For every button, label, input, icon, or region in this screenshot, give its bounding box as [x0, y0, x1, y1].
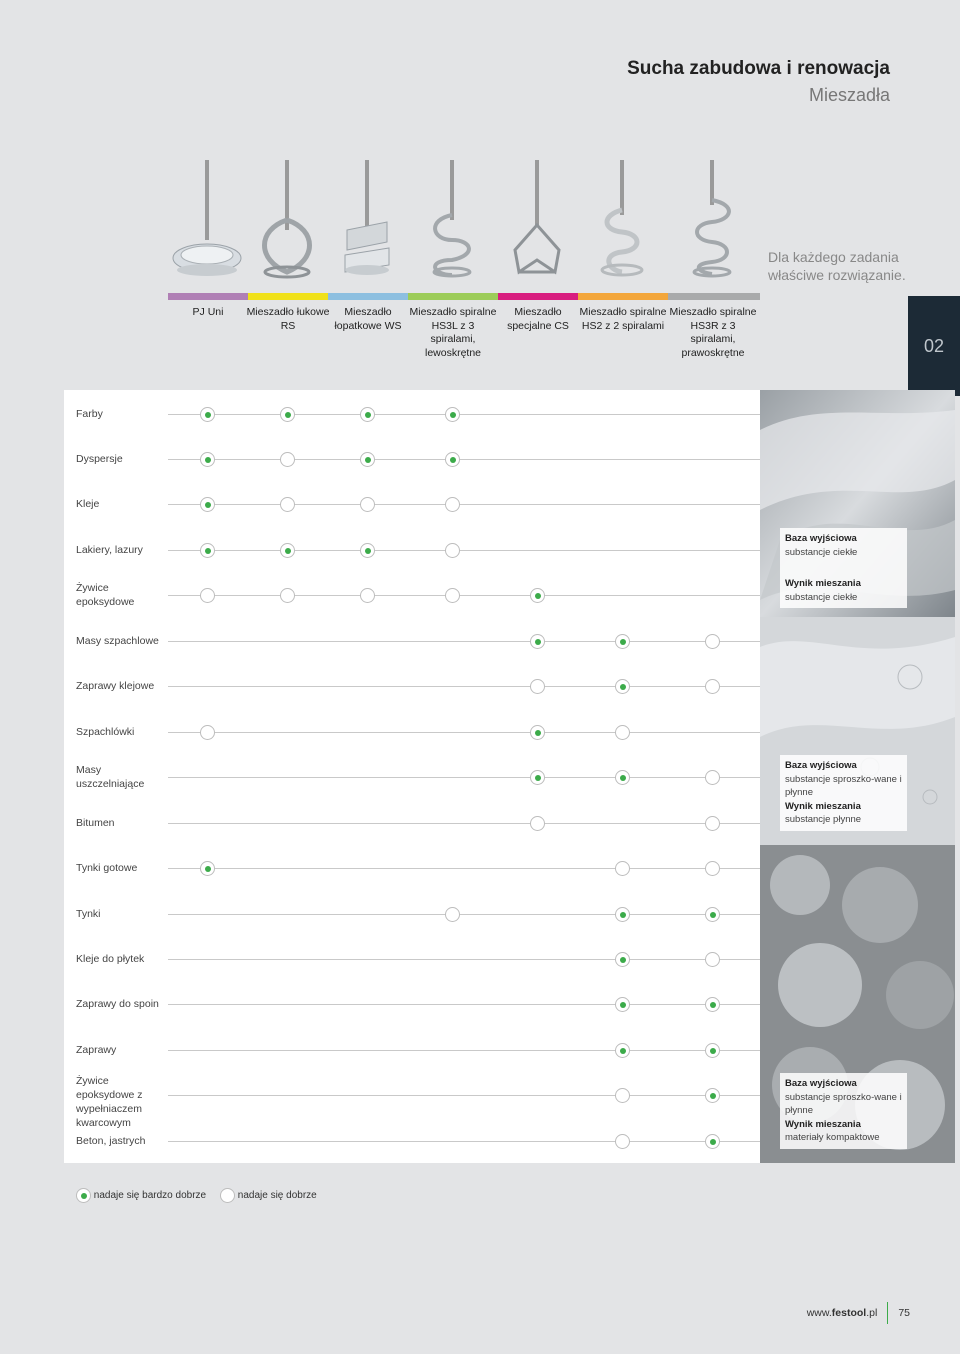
legend-good-label: nadaje się dobrze: [237, 1190, 317, 1202]
url-prefix: www.: [806, 1306, 832, 1319]
color-rs: [248, 293, 328, 300]
very-good-rating-icon: [200, 861, 215, 876]
color-hs3r: [668, 293, 760, 300]
row-line: [168, 641, 760, 642]
row-line: [168, 868, 760, 869]
tagline-line-2: właściwe rozwiązanie.: [768, 267, 906, 283]
info-base-title: Baza wyjściowa: [785, 760, 857, 771]
row-label: Bitumen: [76, 817, 115, 829]
chapter-tab: [908, 296, 960, 396]
good-rating-icon: [360, 497, 375, 512]
footer-separator: [887, 1302, 888, 1324]
legend-very-good-label: nadaje się bardzo dobrze: [93, 1190, 207, 1202]
good-rating-icon: [705, 816, 720, 831]
good-rating-icon: [280, 497, 295, 512]
url-brand: festool: [831, 1306, 867, 1319]
info-base-title: Baza wyjściowa: [785, 1078, 857, 1089]
good-rating-icon: [530, 816, 545, 831]
very-good-rating-icon: [705, 997, 720, 1012]
very-good-rating-icon: [615, 679, 630, 694]
tagline: [768, 248, 906, 284]
very-good-rating-icon: [445, 452, 460, 467]
col-header-pj-uni: PJ Uni: [192, 306, 224, 318]
good-rating-icon: [530, 679, 545, 694]
row-label: Lakiery, lazury: [76, 544, 143, 556]
very-good-rating-icon: [530, 588, 545, 603]
info-result-title: Wynik mieszania: [785, 800, 861, 812]
row-line: [168, 686, 760, 687]
good-rating-icon: [705, 679, 720, 694]
good-rating-icon: [280, 452, 295, 467]
good-rating-icon: [705, 770, 720, 785]
col-header-cs: Mieszadło specjalne CS: [507, 306, 569, 332]
very-good-rating-icon: [615, 997, 630, 1012]
good-rating-icon: [705, 952, 720, 967]
row-line: [168, 504, 760, 505]
info-result-title: Wynik mieszania: [785, 1118, 861, 1130]
very-good-rating-icon: [360, 407, 375, 422]
good-rating-icon: [615, 861, 630, 876]
mixer-illustrations: [165, 160, 760, 285]
info-box-paste: [780, 755, 907, 831]
col-header-hs3l: Mieszadło spiralne HS3L z 3 spiralami, lewoskrętne: [409, 306, 497, 359]
row-label: Masy uszczelniające: [76, 764, 145, 790]
suitability-table: [64, 390, 760, 1163]
row-label: Masy szpachlowe: [76, 635, 159, 647]
good-rating-icon: [445, 588, 460, 603]
legend-very-good: [76, 1188, 206, 1203]
row-line: [168, 459, 760, 460]
row-line: [168, 823, 760, 824]
row-label: Żywice epoksydowe z wypełniaczem kwarcowym: [76, 1075, 143, 1129]
column-headers: [64, 300, 908, 390]
color-hs2: [578, 293, 668, 300]
very-good-rating-icon: [705, 1134, 720, 1149]
very-good-rating-icon: [360, 452, 375, 467]
color-pj-uni: [168, 293, 248, 300]
info-result-text: substancje płynne: [785, 814, 862, 825]
very-good-icon: [76, 1188, 91, 1203]
very-good-rating-icon: [705, 907, 720, 922]
good-rating-icon: [705, 861, 720, 876]
good-rating-icon: [280, 588, 295, 603]
row-label: Beton, jastrych: [76, 1135, 146, 1147]
col-header-rs: Mieszadło łukowe RS: [246, 306, 330, 332]
footer-url[interactable]: [807, 1307, 878, 1319]
very-good-rating-icon: [445, 407, 460, 422]
very-good-rating-icon: [200, 543, 215, 558]
very-good-rating-icon: [530, 770, 545, 785]
very-good-rating-icon: [705, 1043, 720, 1058]
col-header-hs3r: Mieszadło spiralne HS3R z 3 spiralami, prawoskrętne: [669, 306, 757, 359]
row-line: [168, 732, 760, 733]
very-good-rating-icon: [615, 907, 630, 922]
info-base-text: substancje ciekłe: [785, 546, 858, 558]
very-good-rating-icon: [615, 634, 630, 649]
row-label: Zaprawy do spoin: [76, 998, 159, 1010]
info-result-text: substancje ciekłe: [785, 591, 858, 603]
good-rating-icon: [615, 1088, 630, 1103]
row-line: [168, 550, 760, 551]
row-label: Tynki: [76, 908, 101, 920]
legend-good: [220, 1188, 317, 1203]
hs3r-mixer-image: [672, 160, 752, 285]
row-label: Tynki gotowe: [76, 862, 138, 874]
good-rating-icon: [445, 907, 460, 922]
info-result-title: Wynik mieszania: [785, 578, 861, 589]
col-header-hs2: Mieszadło spiralne HS2 z 2 spiralami: [579, 306, 667, 332]
row-line: [168, 959, 760, 960]
very-good-rating-icon: [280, 543, 295, 558]
row-label: Farby: [76, 408, 103, 420]
good-rating-icon: [445, 497, 460, 512]
very-good-rating-icon: [200, 497, 215, 512]
info-base-title: Baza wyjściowa: [785, 533, 857, 544]
very-good-rating-icon: [615, 1043, 630, 1058]
url-suffix: .pl: [866, 1306, 878, 1319]
very-good-rating-icon: [200, 407, 215, 422]
good-rating-icon: [615, 725, 630, 740]
good-rating-icon: [360, 588, 375, 603]
page-title: Sucha zabudowa i renowacja: [627, 58, 890, 79]
good-icon: [220, 1188, 235, 1203]
row-label: Zaprawy: [76, 1044, 117, 1056]
page-subtitle: Mieszadła: [808, 85, 890, 105]
ws-mixer-image: [327, 160, 407, 285]
row-line: [168, 595, 760, 596]
tagline-line-1: Dla każdego zadania: [768, 249, 899, 265]
info-base-text: substancje sproszko-wane i płynne: [785, 773, 902, 798]
footer: [807, 1302, 910, 1324]
info-box-powder: [780, 1073, 907, 1149]
info-box-liquid: [780, 528, 907, 608]
color-cs: [498, 293, 578, 300]
column-color-bar: [168, 293, 760, 300]
very-good-rating-icon: [200, 452, 215, 467]
row-label: Kleje: [76, 498, 100, 510]
hs3l-mixer-image: [412, 160, 492, 285]
color-hs3l: [408, 293, 498, 300]
very-good-rating-icon: [530, 634, 545, 649]
very-good-rating-icon: [530, 725, 545, 740]
good-rating-icon: [445, 543, 460, 558]
info-base-text: substancje sproszko-wane i płynne: [785, 1091, 902, 1116]
row-line: [168, 1004, 760, 1005]
hs2-mixer-image: [582, 160, 662, 285]
very-good-rating-icon: [615, 952, 630, 967]
cs-mixer-image: [497, 160, 577, 285]
info-result-text: materiały kompaktowe: [785, 1132, 880, 1143]
good-rating-icon: [705, 634, 720, 649]
rs-mixer-image: [247, 160, 327, 285]
good-rating-icon: [200, 588, 215, 603]
row-line: [168, 1141, 760, 1142]
row-label: Żywice epoksydowe: [76, 582, 135, 608]
very-good-rating-icon: [705, 1088, 720, 1103]
good-rating-icon: [200, 725, 215, 740]
row-label: Szpachlówki: [76, 726, 135, 738]
row-label: Kleje do płytek: [76, 953, 145, 965]
row-line: [168, 414, 760, 415]
row-line: [168, 914, 760, 915]
color-ws: [328, 293, 408, 300]
chapter-number: 02: [923, 336, 945, 356]
very-good-rating-icon: [360, 543, 375, 558]
row-line: [168, 1050, 760, 1051]
row-label: Dyspersje: [76, 453, 123, 465]
good-rating-icon: [615, 1134, 630, 1149]
pj-uni-mixer-image: [167, 160, 247, 285]
col-header-ws: Mieszadło łopatkowe WS: [334, 306, 402, 332]
very-good-rating-icon: [615, 770, 630, 785]
very-good-rating-icon: [280, 407, 295, 422]
row-line: [168, 777, 760, 778]
row-line: [168, 1095, 760, 1096]
page-number: 75: [898, 1306, 910, 1319]
row-label: Zaprawy klejowe: [76, 680, 155, 692]
